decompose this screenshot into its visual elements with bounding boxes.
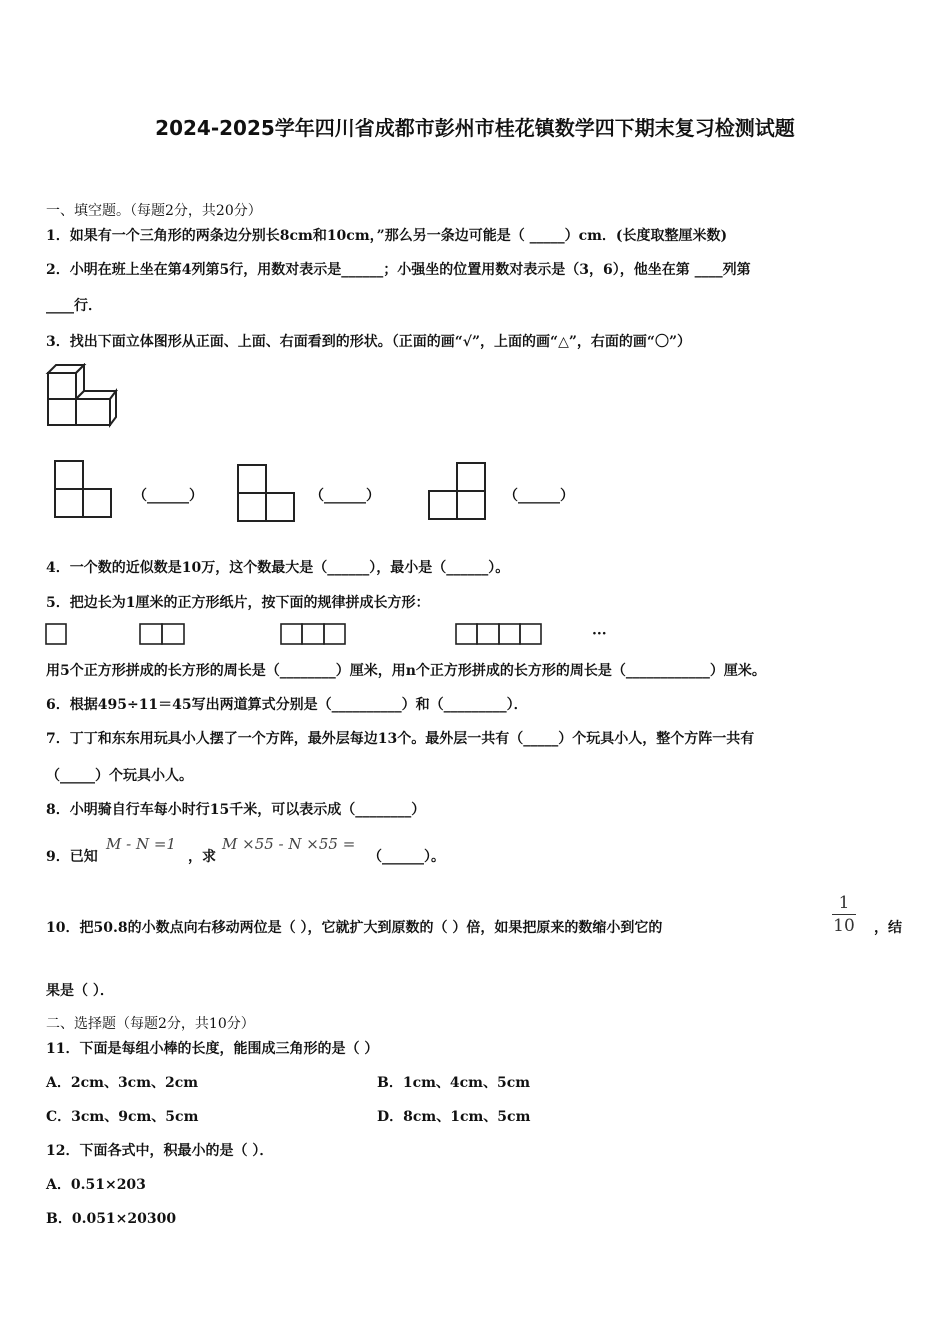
view-shape-2 xyxy=(235,462,297,524)
section-2-heading: 二、选择题（每题2分，共10分） xyxy=(46,1016,255,1032)
pattern-4-squares xyxy=(456,624,477,644)
question-9-expression: M ×55 - N ×55 = xyxy=(222,835,356,853)
pattern-1-square xyxy=(46,624,66,644)
question-6: 6．根据495÷11＝45写出两道算式分别是（__________）和（_________）． xyxy=(46,697,528,713)
question-2-line-1: 2．小明在班上坐在第4列第5行，用数对表示是______；小强坐的位置用数对表示是（3，6），他坐在第 ____列第 xyxy=(46,262,751,278)
section-1-heading: 一、填空题。（每题2分，共20分） xyxy=(46,203,262,219)
pattern-3-squares xyxy=(281,624,302,644)
question-12: 12．下面各式中，积最小的是（ ）． xyxy=(46,1143,274,1159)
question-10-line-1: 10．把50.8的小数点向右移动两位是（ ），它就扩大到原数的（ ）倍，如果把原来的数缩小到它的 xyxy=(46,920,663,936)
question-10-line-2: 果是（ ）． xyxy=(46,983,114,999)
question-7-line-1: 7．丁丁和东东用玩具小人摆了一个方阵，最外层每边13个。最外层一共有（_____）个玩具小人，整个方阵一共有 xyxy=(46,731,755,747)
fraction-denominator: 10 xyxy=(833,916,855,936)
question-1: 1．如果有一个三角形的两条边分别长8cm和10cm，”那么另一条边可能是（ _____）cm．(长度取整厘米数) xyxy=(46,228,728,244)
question-11: 11．下面是每组小棒的长度，能围成三角形的是（ ） xyxy=(46,1041,379,1057)
question-2-line-2: ____行． xyxy=(46,298,102,314)
pattern-2-squares xyxy=(140,624,162,644)
solid-figure-isometric xyxy=(44,363,122,433)
view-2-answer-blank: （______） xyxy=(310,488,380,504)
question-9-ask: ，求 xyxy=(188,849,216,865)
question-7-line-2: （_____）个玩具小人。 xyxy=(46,768,193,784)
pattern-ellipsis: ··· xyxy=(592,626,607,642)
question-11-option-b: B．1cm、4cm、5cm xyxy=(377,1075,531,1091)
question-11-option-a: A．2cm、3cm、2cm xyxy=(46,1075,199,1091)
question-5-perimeter: 用5个正方形拼成的长方形的周长是（________）厘米，用n个正方形拼成的长方形的周长是（____________）厘米。 xyxy=(46,663,766,679)
question-10-tail: ，结 xyxy=(874,920,902,936)
view-shape-3 xyxy=(426,460,488,522)
question-5: 5．把边长为1厘米的正方形纸片，按下面的规律拼成长方形： xyxy=(46,595,430,611)
fraction-one-tenth xyxy=(830,893,858,936)
question-11-option-c: C．3cm、9cm、5cm xyxy=(46,1109,199,1125)
fraction-bar xyxy=(832,914,856,915)
question-9-condition: M - N =1 xyxy=(106,835,176,853)
view-3-answer-blank: （______） xyxy=(504,488,574,504)
question-4: 4．一个数的近似数是10万，这个数最大是（______），最小是（______）。 xyxy=(46,560,510,576)
question-11-option-d: D．8cm、1cm、5cm xyxy=(377,1109,531,1125)
page-title: 2024-2025学年四川省成都市彭州市桂花镇数学四下期末复习检测试题 xyxy=(155,116,795,140)
view-shape-1 xyxy=(52,458,114,520)
question-12-option-b: B．0.051×20300 xyxy=(46,1211,177,1227)
square-pattern xyxy=(44,622,564,648)
question-9-prefix: 9．已知 xyxy=(46,849,98,865)
question-9-blank: （______）。 xyxy=(368,849,445,865)
view-1-answer-blank: （______） xyxy=(133,488,203,504)
fraction-numerator: 1 xyxy=(838,893,850,913)
question-8: 8．小明骑自行车每小时行15千米，可以表示成（________） xyxy=(46,802,426,818)
question-3: 3．找出下面立体图形从正面、上面、右面看到的形状。（正面的画“√”，上面的画“△”，右面的画“〇”） xyxy=(46,334,692,350)
question-12-option-a: A．0.51×203 xyxy=(46,1177,146,1193)
